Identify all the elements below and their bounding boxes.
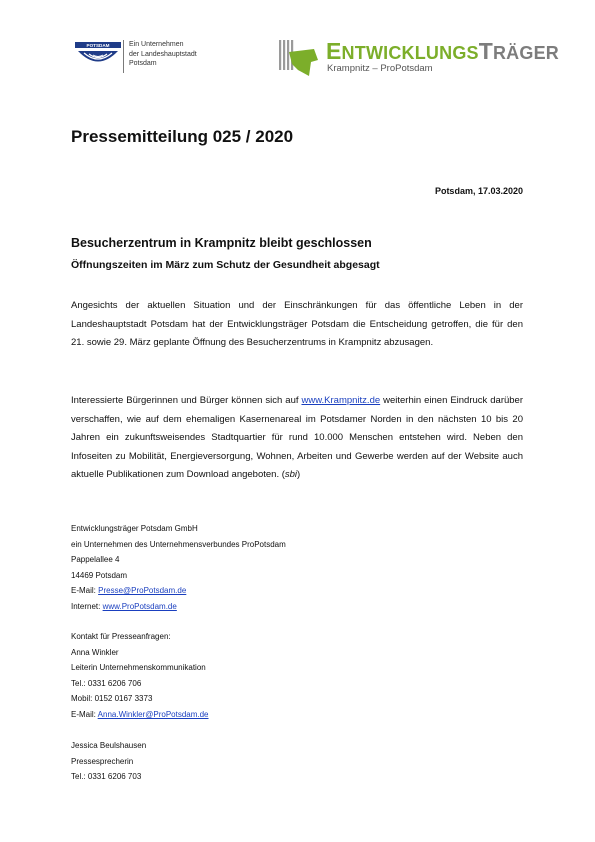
company-internet-line (71, 599, 286, 615)
paragraph-text: Interessierte Bürgerinnen und Bürger können sich auf (71, 395, 302, 406)
contact2-role: Pressesprecherin (71, 756, 134, 766)
contact-name: Anna Winkler (71, 647, 119, 657)
press-contact-2 (71, 738, 146, 785)
potsdam-logo-line: der Landeshauptstadt (129, 50, 197, 58)
email-label: E-Mail: (71, 709, 98, 719)
logo-word-part: NTWICKLUNGS (341, 43, 479, 63)
potsdam-seal-logo (74, 40, 122, 70)
company-website-link[interactable]: www.ProPotsdam.de (102, 601, 177, 611)
place-and-date: Potsdam, 17.03.2020 (434, 186, 523, 196)
potsdam-logo-line: Ein Unternehmen (129, 41, 184, 48)
contact-role: Leiterin Unternehmenskommunikation (71, 663, 206, 673)
entwicklungstraeger-logo-subtitle: Krampnitz – ProPotsdam (327, 63, 433, 74)
company-street: Pappelallee 4 (71, 555, 120, 565)
contact2-phone: Tel.: 0331 6206 703 (71, 772, 142, 782)
author-initials: sbi (284, 469, 298, 481)
paragraph-text: weiterhin einen Eindruck darüber verschaffen, wie auf dem ehemaligen Kasernenareal im Potsdamer Norden in den nächsten 10 bis 20 Jahren ein zukunftsweisendes Stadtquartier für rund 10.000 Menschen entstehen wird. Neben den Infoseiten zu Mobilität, Energieversorgung, Wohnen, Arbeiten und Gewerbe werden auf der Website auch aktuelle Publikationen zum Download angeboten. ( (71, 395, 523, 481)
body-paragraph-2 (71, 392, 523, 485)
logo-letter-t: T (478, 38, 493, 64)
body-paragraph-1: Angesichts der aktuellen Situation und der Einschränkungen für das öffentliche Leben in der Landeshauptstadt Potsdam hat der Entwicklungsträger Potsdam die Entscheidung getroffen, die für den 21. sowie 29. März geplante Öffnung des Besucherzentrums in Krampnitz abzusagen. (71, 300, 523, 349)
company-affiliation: ein Unternehmen des Unternehmensverbundes ProPotsdam (71, 539, 286, 549)
entwicklungstraeger-logo-mark (278, 40, 320, 78)
press-contact (71, 629, 209, 723)
potsdam-logo-text (129, 40, 197, 69)
company-email-link[interactable]: Presse@ProPotsdam.de (98, 586, 187, 596)
potsdam-seal-text: POTSDAM (86, 43, 110, 48)
krampnitz-website-link[interactable]: www.Krampnitz.de (301, 395, 381, 406)
headline: Besucherzentrum in Krampnitz bleibt geschlossen (71, 236, 372, 250)
contact-email-line (71, 707, 209, 723)
subheadline: Öffnungszeiten im März zum Schutz der Gesundheit abgesagt (71, 259, 380, 271)
contact2-name: Jessica Beulshausen (71, 741, 147, 750)
company-city: 14469 Potsdam (71, 570, 128, 580)
contact-phone: Tel.: 0331 6206 706 (71, 678, 142, 688)
contact-email-link[interactable]: Anna.Winkler@ProPotsdam.de (97, 709, 209, 719)
logo-word-part: RÄGER (492, 43, 559, 63)
potsdam-logo-divider (123, 40, 124, 73)
logo-letter-e: E (326, 38, 342, 64)
company-info (71, 521, 286, 615)
potsdam-logo-line: Potsdam (129, 60, 157, 67)
email-label: E-Mail: (71, 586, 99, 596)
paragraph-text: ) (297, 469, 301, 481)
press-release-title: Pressemitteilung 025 / 2020 (71, 127, 294, 146)
internet-label: Internet: (71, 601, 103, 611)
contact-heading: Kontakt für Presseanfragen: (71, 632, 171, 641)
company-email-line (71, 583, 286, 599)
entwicklungstraeger-logo-title (326, 38, 559, 65)
company-name: Entwicklungsträger Potsdam GmbH (71, 524, 198, 533)
contact-mobile: Mobil: 0152 0167 3373 (71, 694, 153, 704)
